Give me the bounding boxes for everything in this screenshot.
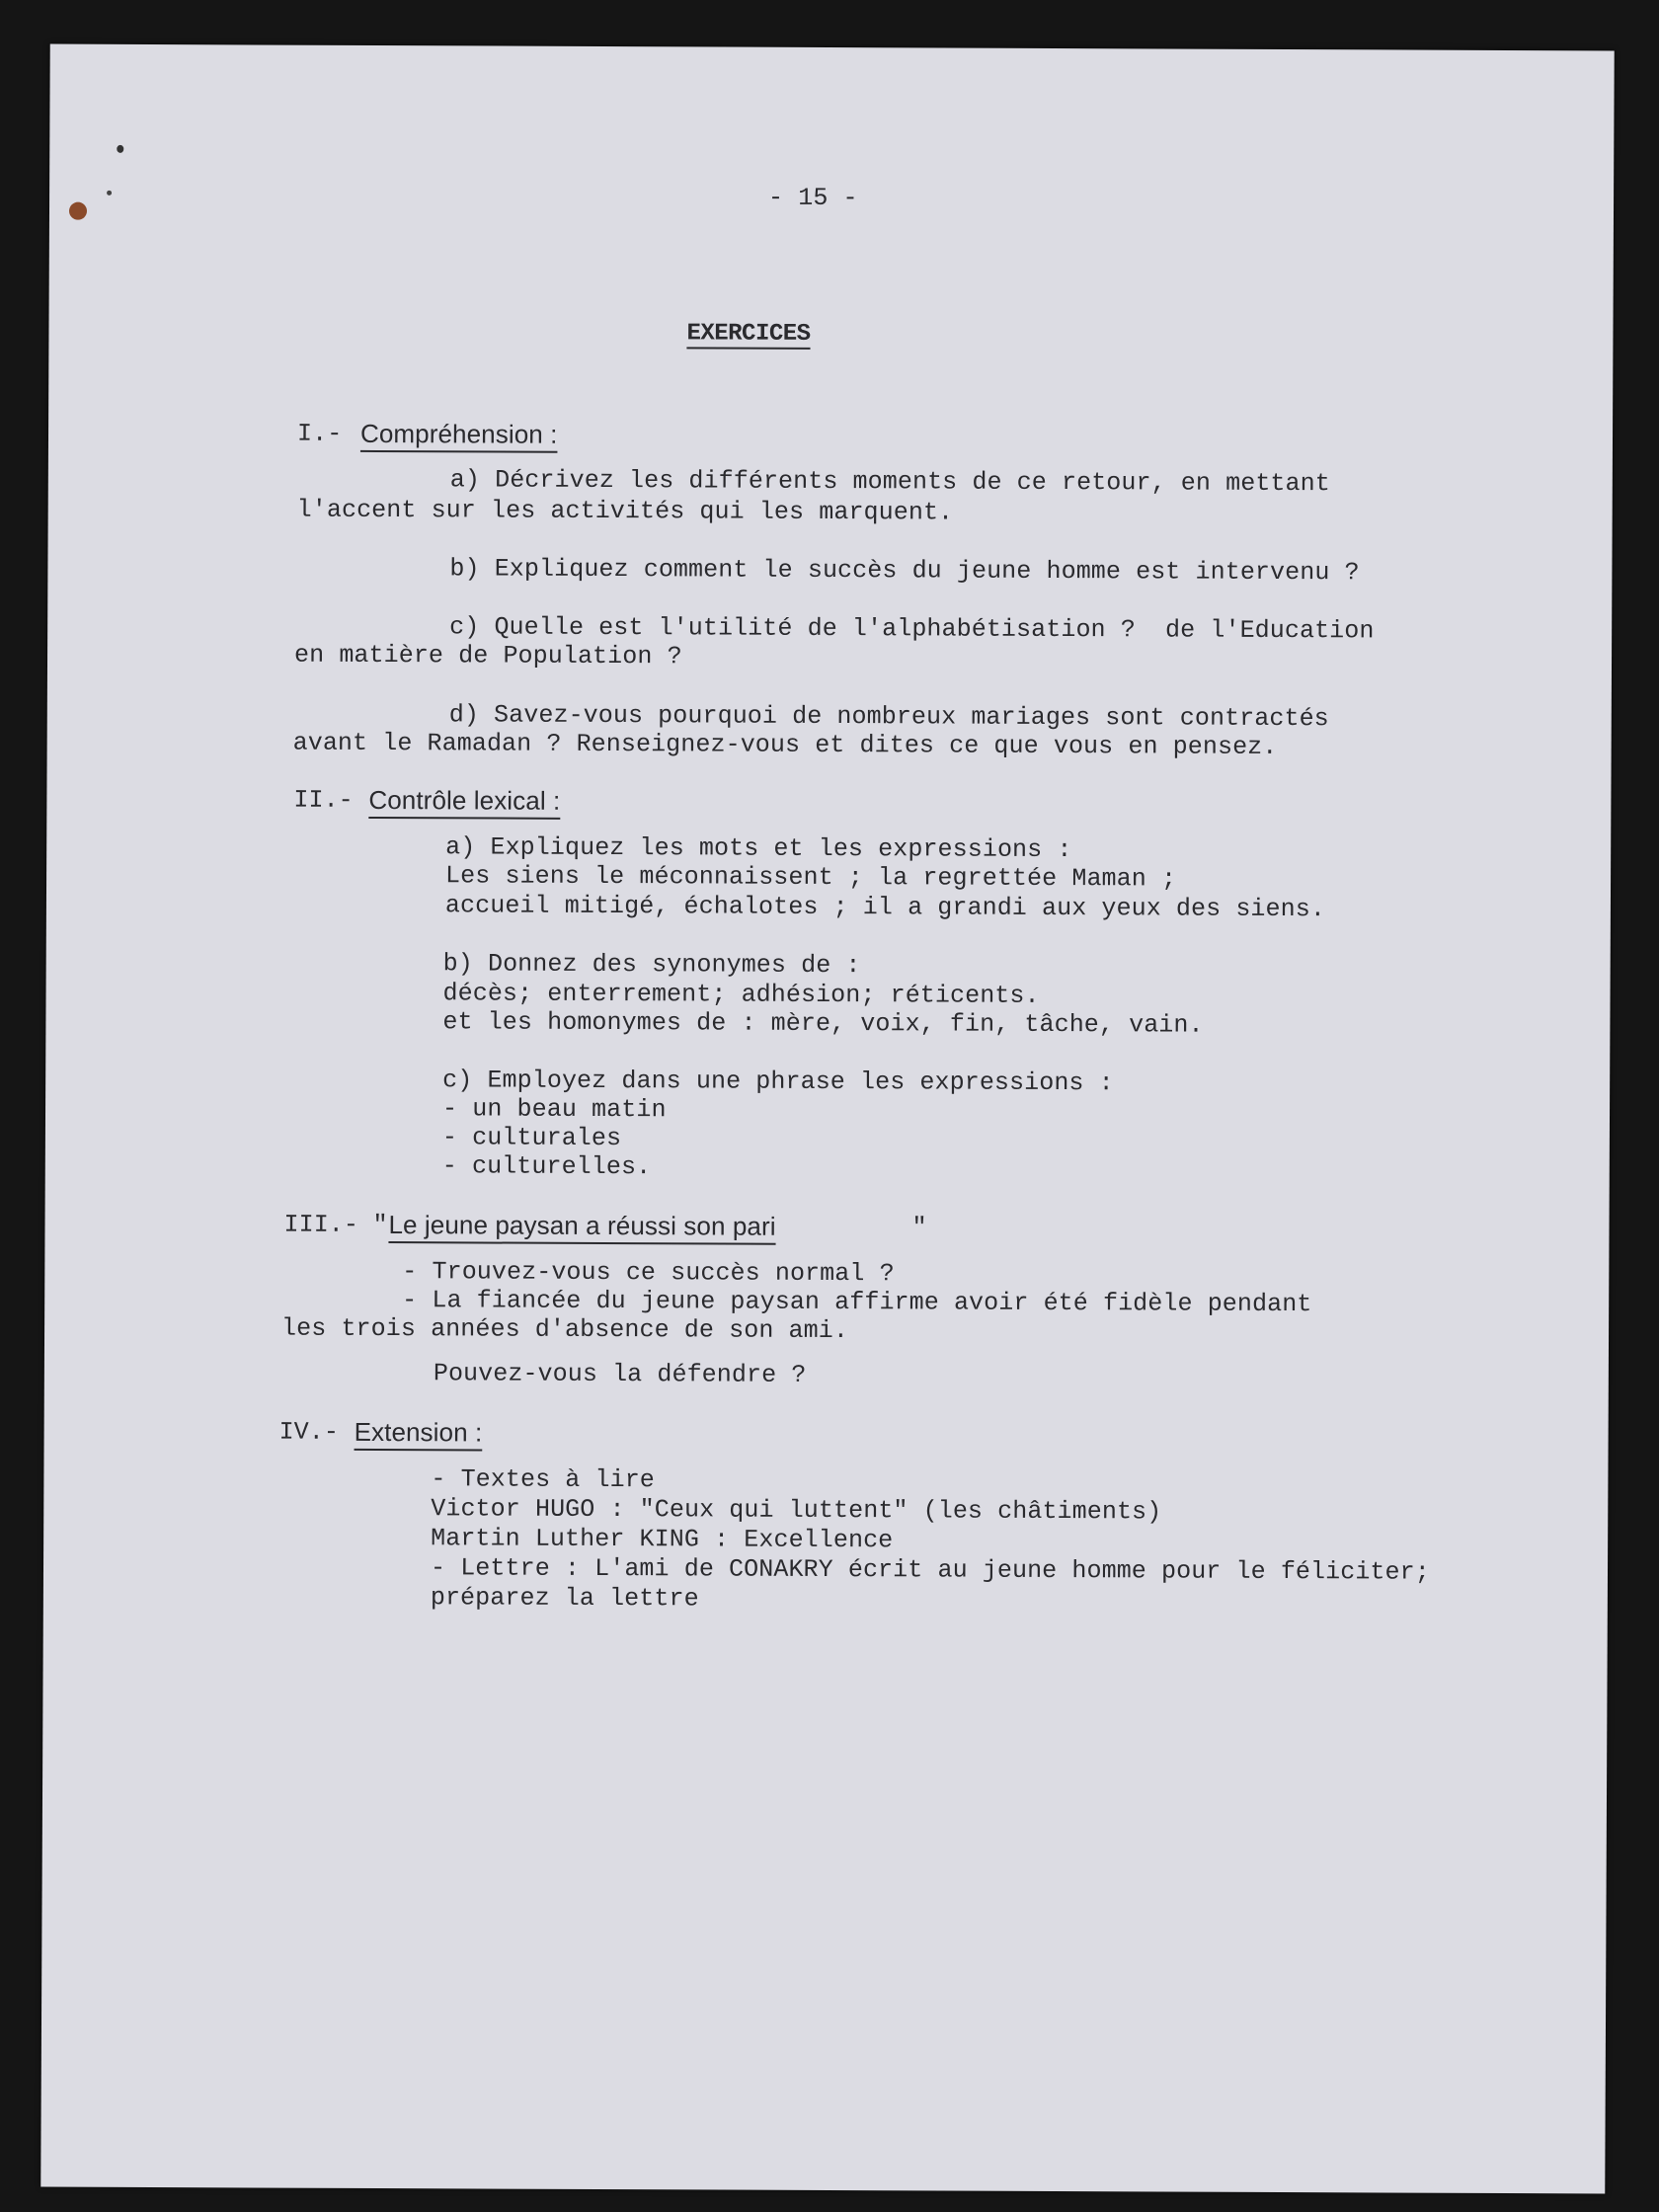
dust-speck: [117, 145, 123, 153]
exercise-text: l'accent sur les activités qui les marquent.: [296, 495, 954, 527]
exercise-text: d) Savez-vous pourquoi de nombreux mariages sont contractés: [448, 700, 1329, 734]
dust-speck: [107, 191, 112, 196]
exercise-text: décès; enterrement; adhésion; réticents.: [442, 979, 1040, 1010]
exercise-text: a) Expliquez les mots et les expressions :: [445, 832, 1072, 865]
section-1-heading: Compréhension :: [359, 418, 558, 449]
exercise-text: accueil mitigé, échalotes ; il a grandi aux yeux des siens.: [444, 891, 1326, 924]
page-title: EXERCICES: [686, 320, 811, 348]
exercise-text: - La fiancée du jeune paysan affirme avoir été fidèle pendant: [402, 1286, 1312, 1319]
section-3-quote-open: ": [372, 1210, 388, 1240]
ink-stain: [69, 202, 87, 220]
exercise-text: b) Expliquez comment le succès du jeune homme est intervenu ?: [449, 554, 1360, 588]
exercise-text: Martin Luther KING : Excellence: [431, 1524, 894, 1555]
exercise-text: c) Quelle est l'utilité de l'alphabétisation ? de l'Education: [449, 612, 1375, 646]
exercise-text: c) Employez dans une phrase les expressions :: [442, 1066, 1114, 1098]
section-4-number: IV.-: [278, 1417, 340, 1447]
exercise-text: a) Décrivez les différents moments de ce retour, en mettant: [449, 465, 1330, 499]
section-3-number: III.-: [283, 1210, 359, 1239]
exercise-text: - un beau matin: [441, 1094, 667, 1125]
exercise-text: - Textes à lire: [431, 1464, 656, 1495]
exercise-text: avant le Ramadan ? Renseignez-vous et dites ce que vous en pensez.: [292, 728, 1278, 761]
exercise-text: - Lettre : L'ami de CONAKRY écrit au jeune homme pour le féliciter;: [430, 1553, 1430, 1587]
exercise-text: les trois années d'absence de son ami.: [281, 1313, 849, 1346]
exercise-text: préparez la lettre: [430, 1583, 699, 1614]
exercise-text: Pouvez-vous la défendre ?: [433, 1359, 807, 1389]
section-2-heading: Contrôle lexical :: [368, 784, 561, 816]
exercise-text: et les homonymes de : mère, voix, fin, tâche, vain.: [442, 1007, 1204, 1040]
exercise-text: Les siens le méconnaissent ; la regrettée Maman ;: [445, 861, 1177, 894]
section-3-heading: Le jeune paysan a réussi son pari: [388, 1210, 776, 1241]
exercise-text: - culturales: [441, 1123, 622, 1153]
exercise-text: - Trouvez-vous ce succès normal ?: [402, 1257, 895, 1289]
exercise-text: b) Donnez des synonymes de :: [442, 949, 861, 981]
exercise-text: Victor HUGO : "Ceux qui luttent" (les châtiments): [431, 1494, 1162, 1527]
document-page: [40, 44, 1614, 2194]
section-2-number: II.-: [293, 785, 354, 815]
exercise-text: - culturelles.: [441, 1151, 652, 1182]
exercise-text: en matière de Population ?: [293, 640, 682, 672]
section-3-quote-close: ": [911, 1213, 927, 1242]
page-number: - 15 -: [768, 183, 858, 213]
section-1-number: I.-: [296, 419, 343, 448]
section-4-heading: Extension :: [354, 1416, 483, 1448]
